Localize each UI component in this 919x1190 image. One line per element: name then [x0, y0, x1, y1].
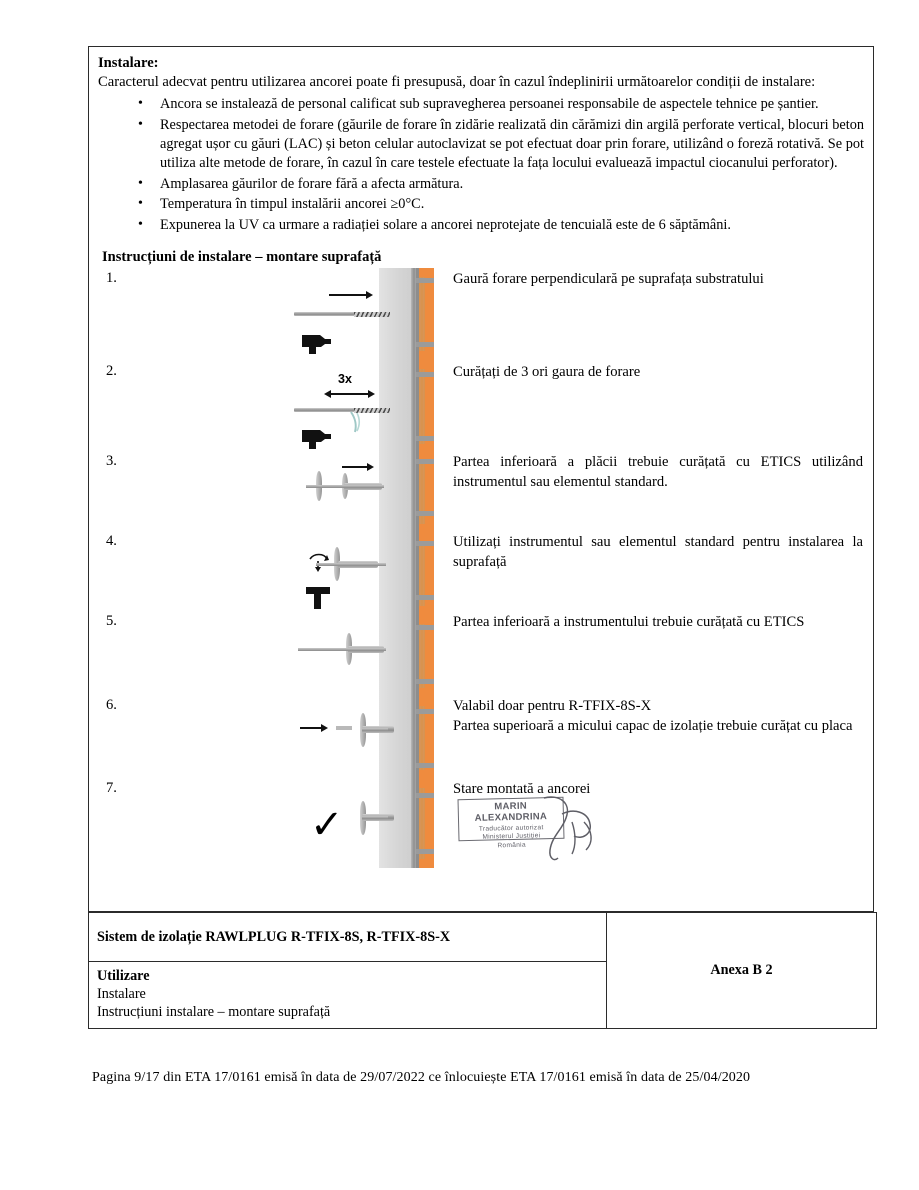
use-cell	[89, 962, 607, 1029]
bidirectional-arrow-head-right-icon	[368, 390, 375, 398]
anchor-expansion-pin	[362, 728, 388, 732]
step-description	[453, 697, 863, 736]
illustration-step-4	[294, 533, 434, 615]
brick-layer	[416, 268, 434, 360]
mortar-joint	[416, 849, 434, 854]
illustration-step-2	[294, 360, 434, 453]
instructions-title: Instrucțiuni de instalare – montare suprafață	[102, 249, 382, 266]
step-description: Utilizați instrumentul sau elementul standard pentru instalarea la suprafață	[453, 534, 863, 570]
illustration-step-6	[294, 697, 434, 779]
condition-item: • Ancora se instalează de personal calificat sub supravegherea persoanei responsabile de aspectele tehnice pe șantier.	[98, 95, 864, 114]
direction-arrow-line	[342, 466, 368, 468]
mortar-joint	[416, 763, 434, 768]
insulation-layer	[379, 779, 411, 868]
step-description-line-2: Partea superioară a micului capac de izolație trebuie curățat cu placa	[453, 717, 853, 734]
mortar-joint	[416, 342, 434, 347]
condition-item: • Expunerea la UV ca urmare a radiației solare a ancorei neprotejate de tencuială este de 6 săptămâni.	[98, 216, 864, 235]
step-number: 1.	[106, 270, 117, 287]
brick-layer	[416, 615, 434, 697]
bidirectional-arrow-head-left-icon	[324, 390, 331, 398]
product-title-cell	[89, 913, 607, 962]
direction-arrow-head-icon	[367, 463, 374, 471]
step-number: 6.	[106, 697, 117, 714]
mortar-joint	[416, 459, 434, 464]
conditions-list	[98, 95, 864, 235]
stamp-country: România	[497, 841, 526, 849]
instruction-panel	[88, 46, 874, 912]
wall-assembly	[379, 360, 434, 453]
identification-table	[88, 912, 877, 1029]
step-description: Curățați de 3 ori gaura de forare	[453, 364, 641, 381]
mortar-joint	[416, 625, 434, 630]
illustration-step-3	[294, 453, 434, 533]
wall-assembly	[379, 533, 434, 615]
handwritten-signature	[532, 792, 608, 864]
step-number: 3.	[106, 453, 117, 470]
product-title: Sistem de izolație RAWLPLUG R-TFIX-8S, R-TFIX-8S-X	[97, 928, 451, 945]
anchor-expansion-pin	[298, 648, 386, 652]
anchor-expansion-pin	[316, 563, 386, 567]
insulation-layer	[379, 697, 411, 779]
brick-layer	[416, 453, 434, 533]
check-mark-icon: ✓	[310, 802, 344, 848]
condition-item: • Respectarea metodei de forare (găurile de forare în zidărie realizată din cărămizi din argilă perforate vertical, blocuri beton agregat ușor cu găuri (LAC) și beton celular autoclavizat se pot efectuat doar prin forare, utilizând o foreză rotativă. Se pot utiliza alte metode de forare, în cazul în care testele efectuate la fața locului evaluează impactul ciocanului perforator).	[98, 116, 864, 174]
use-heading: Utilizare	[97, 968, 150, 984]
illustration-strip	[294, 268, 434, 868]
bidirectional-arrow-line	[330, 393, 370, 395]
wall-assembly	[379, 615, 434, 697]
illustration-step-5	[294, 615, 434, 697]
anchor-expansion-pin	[362, 816, 388, 820]
page-footer: Pagina 9/17 din ETA 17/0161 emisă în data de 29/07/2022 ce înlocuiește ETA 17/0161 emisă în data de 25/04/2020	[92, 1070, 751, 1085]
insulation-layer	[379, 615, 411, 697]
annex-cell	[607, 913, 877, 1029]
drill-bit-shaft	[294, 408, 356, 412]
step-number: 7.	[106, 780, 117, 797]
use-line-1: Instalare	[97, 986, 146, 1002]
direction-arrow-line	[329, 294, 367, 296]
mortar-joint	[416, 278, 434, 283]
step-number: 5.	[106, 613, 117, 630]
condition-item: • Temperatura în timpul instalării ancorei ≥0°C.	[98, 195, 864, 214]
mortar-joint	[416, 709, 434, 714]
wall-assembly	[379, 697, 434, 779]
hammer-drill-icon	[300, 332, 334, 354]
mortar-joint	[416, 372, 434, 377]
annex-label: Anexa B 2	[710, 962, 773, 979]
stamp-role: Traducător autorizat	[478, 823, 544, 833]
three-times-label: 3x	[338, 372, 352, 387]
drill-bit-flute	[354, 312, 390, 317]
translator-stamp	[458, 792, 608, 864]
mortar-joint	[416, 511, 434, 516]
screwdriver-tool-icon	[304, 585, 332, 611]
insulation-cap	[336, 726, 352, 730]
condition-item: • Amplasarea găurilor de forare fără a afecta armătura.	[98, 175, 864, 194]
mortar-joint	[416, 679, 434, 684]
insulation-layer	[379, 453, 411, 533]
intro-paragraph: Caracterul adecvat pentru utilizarea ancorei poate fi presupusă, doar în cazul îndeplinirii următoarelor condiții de instalare:	[98, 74, 816, 91]
wall-assembly	[379, 453, 434, 533]
brick-layer	[416, 697, 434, 779]
step-number: 2.	[106, 363, 117, 380]
brick-layer	[416, 779, 434, 868]
anchor-expansion-pin	[306, 485, 384, 489]
installation-steps	[98, 268, 864, 868]
step-description: Partea inferioară a instrumentului trebuie curățată cu ETICS	[453, 614, 805, 631]
step-description-line-1: Valabil doar pentru R-TFIX-8S-X	[453, 698, 652, 715]
insulation-layer	[379, 360, 411, 453]
push-arrow-line	[300, 727, 322, 729]
table-row	[89, 913, 877, 962]
step-description: Stare montată a ancorei	[453, 781, 591, 798]
illustration-step-1	[294, 268, 434, 360]
wall-assembly	[379, 779, 434, 868]
drill-bit-shaft	[294, 312, 356, 316]
dust-spray-icon	[348, 410, 374, 436]
insulation-layer	[379, 533, 411, 615]
mortar-joint	[416, 595, 434, 600]
brick-edge	[416, 453, 419, 533]
step-description: Partea inferioară a plăcii trebuie curățată cu ETICS utilizând instrumentul sau elementul standard.	[453, 454, 863, 490]
stamp-name: MARIN ALEXANDRINA	[474, 800, 548, 825]
stamp-authority: Ministerul Justiției	[482, 832, 541, 841]
step-description: Gaură forare perpendiculară pe suprafața substratului	[453, 271, 764, 288]
mortar-joint	[416, 793, 434, 798]
step-number: 4.	[106, 533, 117, 550]
direction-arrow-head-icon	[366, 291, 373, 299]
use-line-2: Instrucțiuni instalare – montare suprafață	[97, 1004, 331, 1021]
brick-layer	[416, 533, 434, 615]
install-heading: Instalare:	[98, 55, 159, 71]
push-arrow-head-icon	[321, 724, 328, 732]
mortar-joint	[416, 436, 434, 441]
illustration-step-7	[294, 779, 434, 868]
hammer-drill-icon	[300, 427, 334, 449]
mortar-joint	[416, 541, 434, 546]
brick-layer	[416, 360, 434, 453]
